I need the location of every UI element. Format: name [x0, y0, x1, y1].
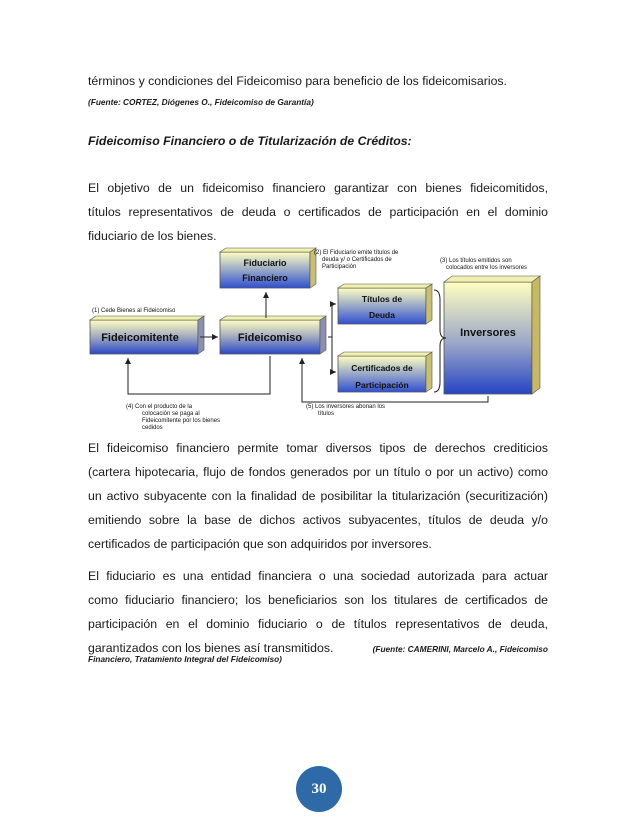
section-heading: Fideicomiso Financiero o de Titularización de Créditos: [88, 134, 412, 148]
page-number: 30 [296, 766, 342, 812]
paragraph-2-line: El fideicomiso financiero permite tomar diversos tipos de derechos crediticios [88, 441, 548, 455]
certificados-label-2: Participación [355, 380, 409, 390]
fideicomiso-box [220, 316, 326, 354]
paragraph-3-line-4: garantizados con los bienes así transmitidos. [88, 641, 334, 655]
fiduciario-label-1: Fiduciario [243, 258, 287, 268]
paragraph-3 [88, 564, 548, 661]
note-2-line-3: Participación [322, 264, 357, 270]
certificados-label-1: Certificados de [351, 363, 413, 373]
arrow-to-certificados [332, 337, 336, 372]
fiduciario-financiero-box [220, 248, 316, 288]
paragraph-2-line: certificados de participación que son adquiridos por inversores. [88, 537, 432, 551]
note-1: (1) Cede Bienes al Fideicomiso [92, 308, 176, 314]
note-2-line-1: (2) El Fiduciario emite títulos de [314, 250, 399, 256]
fideicomitente-label: Fideicomitente [101, 332, 179, 344]
note-4-line-2: colocación se paga al [142, 411, 200, 417]
paragraph-1-line: El objetivo de un fideicomiso financiero garantizar con bienes fideicomitidos, [88, 181, 548, 195]
inversores-label: Inversores [460, 327, 516, 339]
fideicomiso-diagram [88, 244, 558, 430]
inversores-box [444, 276, 540, 394]
arrow-pago-fideicomitente [128, 356, 270, 394]
intro-citation: (Fuente: CORTEZ, Diógenes O., Fideicomiso de Garantía) [88, 97, 314, 107]
note-4-line-1: (4) Con el producto de la [126, 404, 193, 410]
paragraph-3-line: El fiduciario es una entidad financiera o una sociedad autorizada para actuar [88, 569, 548, 583]
note-3-line-2: colocados entre los inversores [446, 265, 528, 271]
citation-camerini-b: Financiero, Tratamiento Integral del Fideicomiso) [88, 654, 282, 664]
paragraph-1 [88, 176, 548, 248]
paragraph-3-line: como fiduciario financiero; los beneficiarios son los titulares de certificados de [88, 593, 548, 607]
note-5-line-2: títulos [318, 411, 335, 417]
paragraph-2 [88, 436, 548, 556]
note-5-line-1: (5) Los inversores abonan los [306, 404, 386, 410]
paragraph-2-line: emitiendo sobre la base de dichos activos subyacentes, títulos de deuda y/o [88, 513, 548, 527]
titulos-deuda-box [338, 284, 432, 324]
paragraph-2-line: (cartera hipotecaria, flujo de fondos generados por un título o por un activo) como [88, 465, 548, 479]
citation-camerini-a: (Fuente: CAMERINI, Marcelo A., Fideicomiso [372, 644, 548, 654]
note-2-line-2: deuda y/ o Certificados de [322, 257, 392, 263]
paragraph-2-line: un activo subyacente con la finalidad de posibilitar la titularización (securitización) [88, 489, 548, 503]
paragraph-1-line: títulos representativos de deuda o certificados de participación en el dominio [88, 205, 548, 219]
paragraph-1-line: fiduciario de los bienes. [88, 229, 217, 243]
titulos-label-2: Deuda [369, 310, 395, 320]
paragraph-3-line: participación en el dominio fiduciario o de títulos representativos de deuda, [88, 617, 548, 631]
fideicomiso-label: Fideicomiso [237, 332, 303, 344]
intro-line: términos y condiciones del Fideicomiso para beneficio de los fideicomisarios. [88, 74, 507, 88]
note-3-line-1: (3) Los títulos emitidos son [440, 258, 512, 264]
certificados-box [338, 352, 432, 392]
titulos-label-1: Títulos de [361, 294, 403, 304]
note-4-line-3: Fideicomitente por los bienes [142, 418, 221, 424]
note-4-line-4: cedidos [142, 425, 163, 430]
fiduciario-label-2: Financiero [242, 273, 288, 283]
fideicomitente-box [90, 316, 204, 354]
arrow-to-titulos [328, 304, 336, 337]
